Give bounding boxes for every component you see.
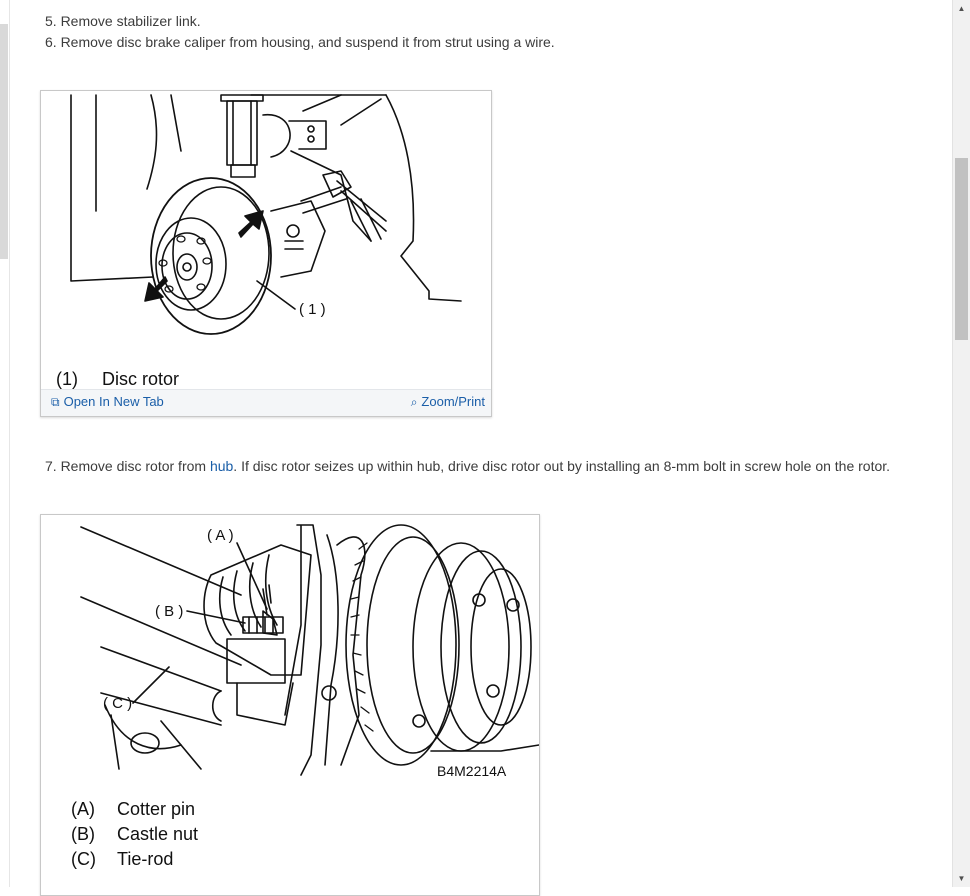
legend-label: Tie-rod (117, 849, 174, 869)
legend-label: Cotter pin (117, 799, 196, 819)
callout-b: ( B ) (155, 603, 184, 620)
zoom-print-label: Zoom/Print (421, 394, 485, 409)
scrollbar-thumb[interactable] (955, 158, 968, 340)
step-7-text-end: . If disc rotor seizes up within hub, drive disc rotor out by installing an 8-mm bolt in screw hole on the rotor. (233, 458, 891, 474)
figure-toolbar (41, 389, 491, 416)
figure1-legend-item (56, 369, 179, 390)
step-6: 6. Remove disc brake caliper from housing, and suspend it from strut using a wire. (45, 34, 555, 50)
open-in-new-tab-button[interactable] (51, 394, 164, 410)
hub-link[interactable]: hub (209, 458, 234, 474)
figure-code: B4M2214A (437, 763, 507, 779)
open-new-tab-icon: ⧉ (51, 395, 60, 409)
figure2-legend-item-b (71, 824, 198, 845)
figure1-callout-1: ( 1 ) (299, 301, 326, 318)
open-in-new-tab-label: Open In New Tab (63, 394, 164, 409)
legend-label: Disc rotor (102, 369, 180, 389)
step-5: 5. Remove stabilizer link. (45, 13, 201, 29)
figure2-legend-item-c (71, 849, 173, 870)
scroll-down-arrow-icon[interactable]: ▼ (957, 874, 966, 883)
legend-code: (A) (71, 799, 95, 819)
callout-c: ( C ) (103, 695, 133, 712)
step-7-text-start: 7. Remove disc rotor from (45, 458, 210, 474)
scroll-up-arrow-icon[interactable]: ▲ (957, 4, 966, 13)
magnifier-icon: ⌕ (410, 395, 418, 409)
callout-a: ( A ) (207, 527, 234, 544)
step-7 (45, 457, 890, 475)
legend-code: (B) (71, 824, 95, 844)
disc-rotor-illustration (41, 91, 491, 391)
legend-label: Castle nut (117, 824, 199, 844)
zoom-print-button[interactable] (411, 394, 485, 410)
vertical-scrollbar[interactable] (952, 0, 970, 887)
tie-rod-illustration (41, 515, 539, 785)
figure-tie-rod-castle-nut (40, 514, 540, 896)
legend-code: (1) (56, 369, 78, 389)
legend-code: (C) (71, 849, 96, 869)
figure2-legend-item-a (71, 799, 195, 820)
figure-disc-rotor (40, 90, 492, 417)
